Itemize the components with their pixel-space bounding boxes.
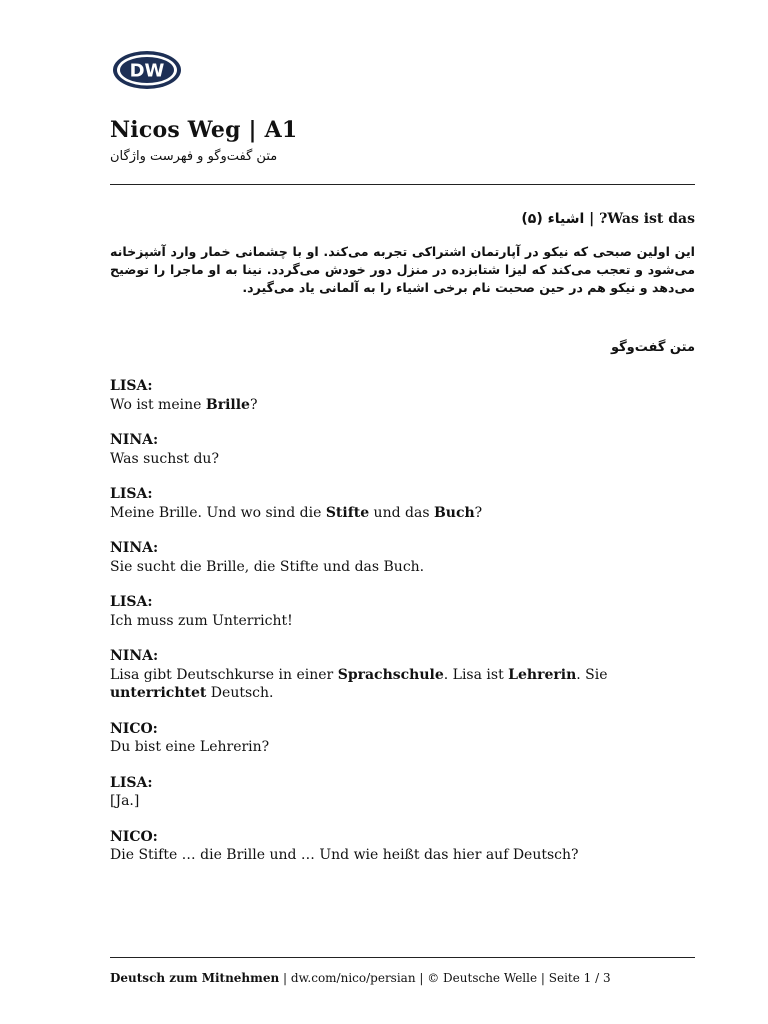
header-divider <box>110 184 695 185</box>
dialogue-turn <box>110 539 698 576</box>
line-text: und das <box>369 504 434 521</box>
speaker-label: NINA: <box>110 648 159 664</box>
dialogue-line <box>110 738 698 757</box>
dialogue-line <box>110 396 698 415</box>
vocab-word: Lehrerin <box>508 666 577 683</box>
dialogue-turn <box>110 720 698 757</box>
line-text: Meine Brille. Und wo sind die <box>110 504 326 521</box>
logo-text: DW <box>129 60 165 82</box>
dialogue-turn <box>110 828 698 865</box>
speaker-label: NINA: <box>110 432 159 448</box>
dialogue-turn <box>110 774 698 811</box>
dialogue-turn <box>110 485 698 522</box>
line-text: ? <box>249 396 258 413</box>
page-footer <box>110 971 611 985</box>
speaker-label: NINA: <box>110 540 159 556</box>
line-text: Sie sucht die Brille, die Stifte und das Buch. <box>110 558 425 575</box>
speaker-label: NICO: <box>110 828 158 845</box>
speaker-label: NICO: <box>110 720 158 737</box>
dialogue-line <box>110 792 698 811</box>
section-separator: | <box>584 211 600 227</box>
intro-paragraph: این اولین صبحی که نیکو در آپارتمان اشتراکی تجربه می‌کند. او با چشمانی خمار وارد آشپزخانه می‌شود و تعجب می‌کند که لیزا شتابزده در منزل دور خودش می‌گردد. نینا به او ماجرا را توضیح می‌دهد و نیکو هم در حین صحبت نام برخی اشیاء را به آلمانی یاد می‌گیرد. <box>110 244 695 295</box>
dialogue-turn <box>110 593 698 630</box>
footer-brand: Deutsch zum Mitnehmen <box>110 971 280 985</box>
section-title-en: Was ist das? <box>599 211 695 227</box>
line-text: Lisa gibt Deutschkurse in einer <box>110 666 338 683</box>
vocab-word: Sprachschule <box>337 666 444 683</box>
line-text: Ich muss zum Unterricht! <box>110 612 293 629</box>
vocab-word: Brille <box>205 396 250 413</box>
footer-divider <box>110 957 695 958</box>
section-title-fa: اشیاء (۵) <box>521 211 585 227</box>
dialogue-turn <box>110 431 698 468</box>
line-text: Die Stifte … die Brille und … Und wie heißt das hier auf Deutsch? <box>110 847 579 863</box>
line-text: ? <box>474 504 483 521</box>
dialogue-line <box>110 612 698 631</box>
speaker-label: LISA: <box>110 774 153 791</box>
speaker-label: LISA: <box>110 486 153 502</box>
dialogue-turn <box>110 377 698 414</box>
dialogue-line <box>110 846 698 865</box>
dialogue-line <box>110 504 698 523</box>
dialogue-line <box>110 558 698 577</box>
dialogue-transcript <box>110 377 698 882</box>
vocab-word: unterrichtet <box>110 685 207 701</box>
page-title: Nicos Weg | A1 <box>110 117 298 143</box>
section-heading <box>110 211 695 227</box>
line-text: Wo ist meine <box>110 396 206 413</box>
dialogue-line <box>110 666 698 703</box>
footer-info: | dw.com/nico/persian | © Deutsche Welle | Seite 1 / 3 <box>279 971 611 985</box>
vocab-word: Stifte <box>325 504 370 521</box>
speaker-label: LISA: <box>110 378 153 394</box>
line-text: Was suchst du? <box>110 450 219 467</box>
line-text: . Sie <box>576 666 608 683</box>
dialogue-heading: متن گفت‌وگو <box>610 340 695 355</box>
page-subtitle: متن گفت‌وگو و فهرست واژگان <box>110 149 278 164</box>
line-text: . Lisa ist <box>443 666 509 683</box>
dialogue-turn <box>110 647 698 703</box>
line-text: Deutsch. <box>206 685 274 701</box>
vocab-word: Buch <box>433 504 475 521</box>
line-text: Du bist eine Lehrerin? <box>110 739 270 755</box>
line-text: [Ja.] <box>110 793 140 809</box>
dw-logo <box>112 50 182 90</box>
dialogue-line <box>110 450 698 469</box>
speaker-label: LISA: <box>110 594 153 610</box>
